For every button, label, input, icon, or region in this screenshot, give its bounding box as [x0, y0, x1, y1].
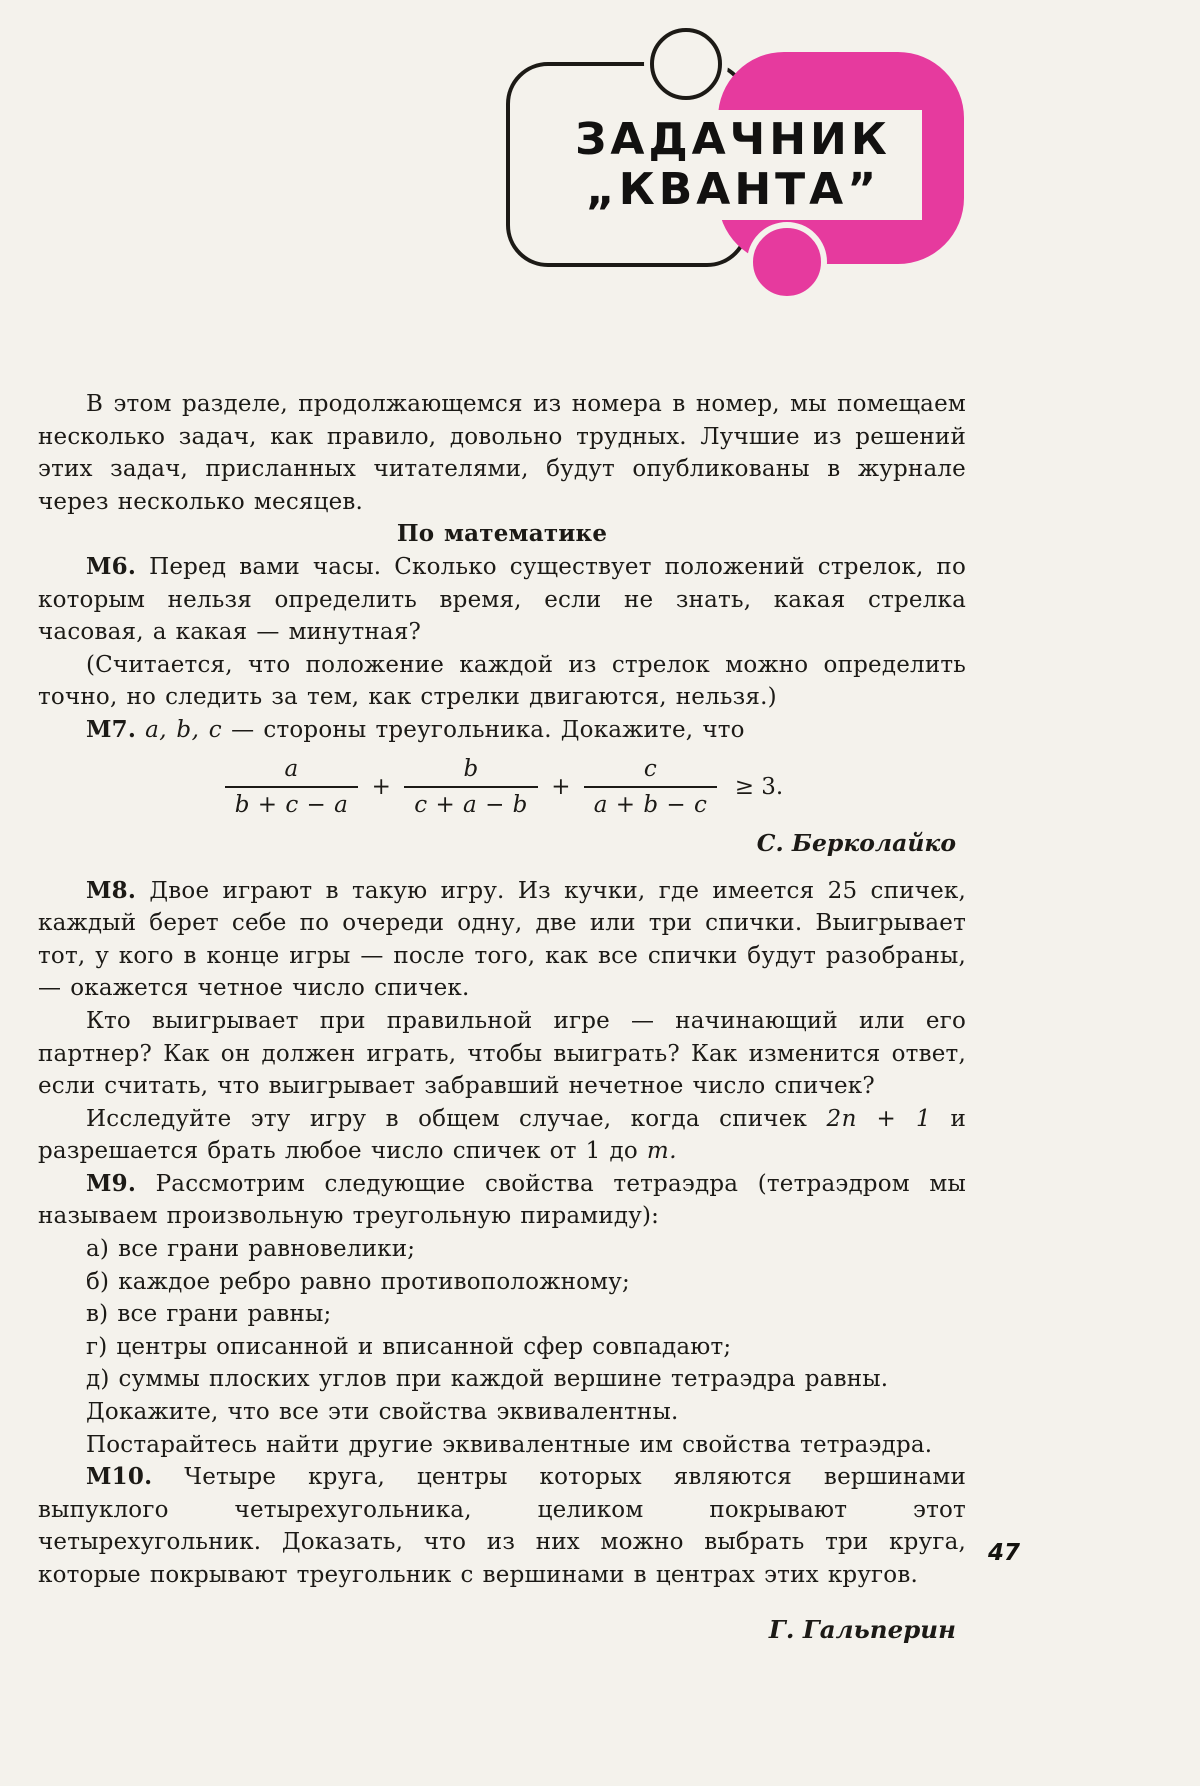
problem-m9-text: Рассмотрим следующие свойства тетраэдра (тетраэдром мы называем произвольную треугольную пирамиду):: [38, 1170, 966, 1230]
logo-title-line1: ЗАДАЧНИК: [575, 114, 891, 165]
logo-top-circle: [650, 28, 722, 100]
m9-item-g: г) центры описанной и вписанной сфер совпадают;: [86, 1333, 732, 1360]
logo-title-band: [544, 110, 922, 220]
section-heading: По математике: [396, 520, 608, 548]
m9-note-prove: Докажите, что все эти свойства эквивалентны.: [86, 1399, 679, 1426]
problem-m7-text: — стороны треугольника. Докажите, что: [231, 716, 745, 743]
logo-title-line2: „КВАНТА”: [585, 164, 881, 215]
m9-note-find: Постарайтесь найти другие эквивалентные им свойства тетраэдра.: [86, 1431, 933, 1458]
author-signature-m10: Г. Гальперин: [768, 1614, 956, 1644]
problem-m6-label: М6.: [86, 552, 137, 580]
problem-m8-label: М8.: [86, 876, 137, 904]
page-content: [38, 388, 966, 1662]
problem-m9-label: М9.: [86, 1169, 137, 1197]
logo-bottom-circle: [747, 222, 827, 302]
problem-m8-text: Двое играют в такую игру. Из кучки, где имеется 25 спичек, каждый берет себе по очереди одну, две или три спички. Выигрывает тот, у кого в конце игры — после того, как все спички будут разобраны, — окажется четное число спичек.: [38, 877, 966, 1002]
fraction-1-denominator: b + c − a: [234, 791, 349, 818]
fraction-3: [584, 755, 718, 819]
m7-inequality-formula: [38, 755, 966, 819]
fraction-1: [225, 755, 359, 819]
plus-operator: +: [371, 773, 391, 800]
page-number: 47: [988, 1540, 1021, 1566]
fraction-2: [404, 755, 538, 819]
problem-m8-generalization: [38, 1103, 966, 1168]
problem-m8-math1: 2n + 1: [826, 1105, 932, 1132]
problem-m10-label: М10.: [86, 1463, 153, 1491]
problem-m9: [38, 1168, 966, 1233]
problem-m7: [38, 714, 966, 747]
m9-item-b: б) каждое ребро равно противоположному;: [86, 1268, 630, 1295]
problem-m8-question: Кто выигрывает при правильной игре — начинающий или его партнер? Как он должен играть, чтобы выиграть? Как изменится ответ, если считать, что выигрывает забравший нечетное число спичек?: [38, 1007, 966, 1100]
problem-m10: [38, 1461, 966, 1591]
problem-m7-variables: a, b, c: [145, 716, 223, 743]
problem-m6: [38, 551, 966, 649]
problem-m6-text: Перед вами часы. Сколько существует положений стрелок, по которым нельзя определить время, если не знать, какая стрелка часовая, а какая — минутная?: [38, 553, 967, 646]
problem-m6-note: (Считается, что положение каждой из стрелок можно определить точно, но следить за тем, как стрелки двигаются, нельзя.): [38, 651, 966, 711]
plus-operator: +: [551, 773, 571, 800]
problem-m8-math2: m.: [646, 1138, 678, 1165]
m9-item-a: а) все грани равновелики;: [86, 1236, 416, 1263]
fraction-2-numerator: b: [404, 755, 538, 788]
intro-paragraph: В этом разделе, продолжающемся из номера в номер, мы помещаем несколько задач, как правило, довольно трудных. Лучшие из решений этих задач, присланных читателями, будут опубликованы в журнале через несколько месяцев.: [38, 391, 966, 515]
kvant-problem-book-logo: [500, 28, 970, 313]
problem-m10-text: Четыре круга, центры которых являются вершинами выпуклого четырехугольника, целиком покрывают этот четырехугольник. Доказать, что из них можно выбрать три круга, которые покрывают треугольник с вершинами в центрах этих кругов.: [38, 1464, 966, 1588]
inequality-tail: ≥ 3.: [734, 773, 784, 800]
m9-item-d: д) суммы плоских углов при каждой вершине тетраэдра равны.: [86, 1366, 889, 1393]
problem-m8-gen-text2: и разрешается брать любое число спичек от 1 до: [38, 1105, 966, 1165]
fraction-1-numerator: a: [225, 755, 359, 788]
problem-m8-gen-text1: Исследуйте эту игру в общем случае, когда спичек: [86, 1105, 808, 1132]
fraction-3-numerator: c: [584, 755, 718, 788]
fraction-3-denominator: a + b − c: [593, 791, 708, 818]
problem-m7-label: М7.: [86, 715, 137, 743]
fraction-2-denominator: c + a − b: [414, 791, 528, 818]
m9-item-v: в) все грани равны;: [86, 1301, 332, 1328]
author-signature-m7: С. Берколайко: [756, 828, 956, 857]
problem-m8: [38, 875, 966, 1005]
